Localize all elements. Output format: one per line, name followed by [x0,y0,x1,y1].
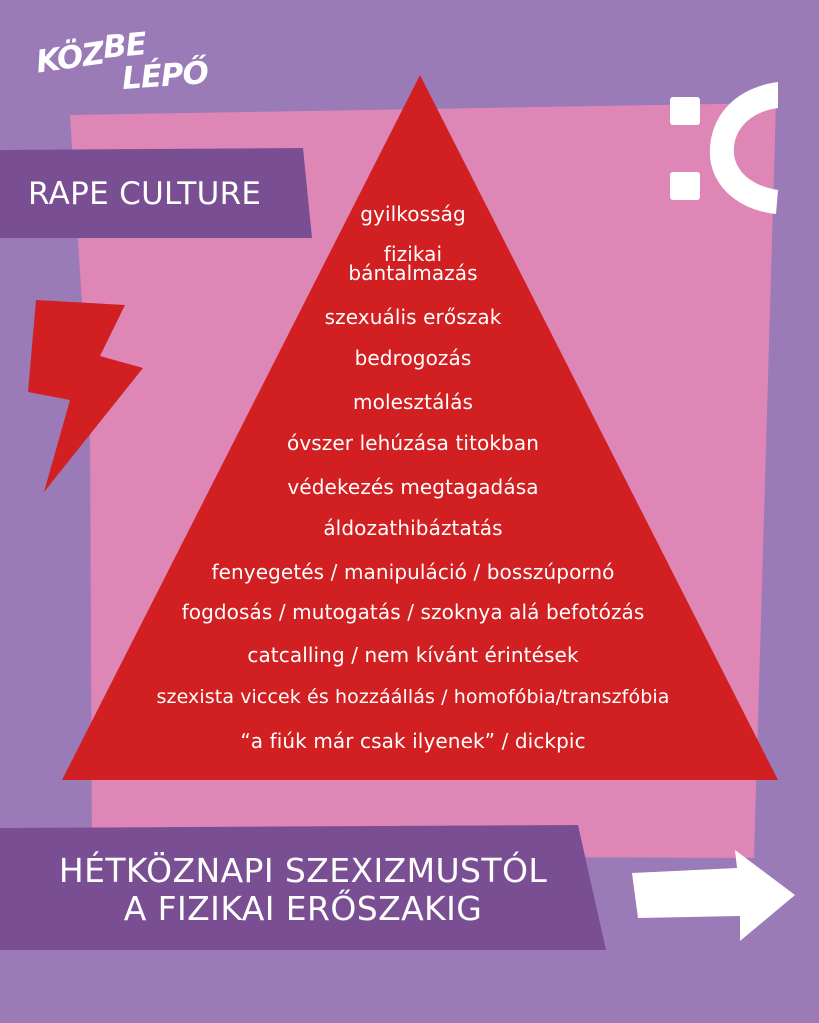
pyramid-level: fizikai [383,242,443,266]
page-title: RAPE CULTURE [28,176,262,212]
pyramid-level: bedrogozás [354,346,472,370]
pyramid-level: “a fiúk már csak ilyenek” / dickpic [240,729,586,753]
arrow-right-icon [632,850,795,941]
logo-text-lepo: LÉPŐ [120,55,210,97]
pyramid-level: szexuális erőszak [324,305,502,329]
pyramid-level: molesztálás [353,390,473,414]
pyramid-level: szexista viccek és hozzáállás / homofóbia/transzfóbia [156,686,670,708]
logo-text-koz: KÖZ [33,35,107,81]
pyramid-level: fenyegetés / manipuláció / bosszúpornó [211,560,615,584]
pyramid-level: catcalling / nem kívánt érintések [247,643,579,667]
pyramid-level: óvszer lehúzása titokban [287,431,539,455]
bottom-caption-line2: A FIZIKAI ERŐSZAKIG [123,889,483,928]
pyramid-level: bántalmazás [348,261,478,285]
bottom-caption [0,852,606,928]
pyramid-level: áldozathibáztatás [323,516,503,540]
pyramid-level: védekezés megtagadása [287,475,539,499]
pyramid-level: gyilkosság [360,202,466,226]
pyramid-level: fogdosás / mutogatás / szoknya alá befotózás [181,600,645,624]
logo-text-be: BE [101,26,148,66]
bottom-caption-line1: HÉTKÖZNAPI SZEXIZMUSTÓL [58,851,548,890]
